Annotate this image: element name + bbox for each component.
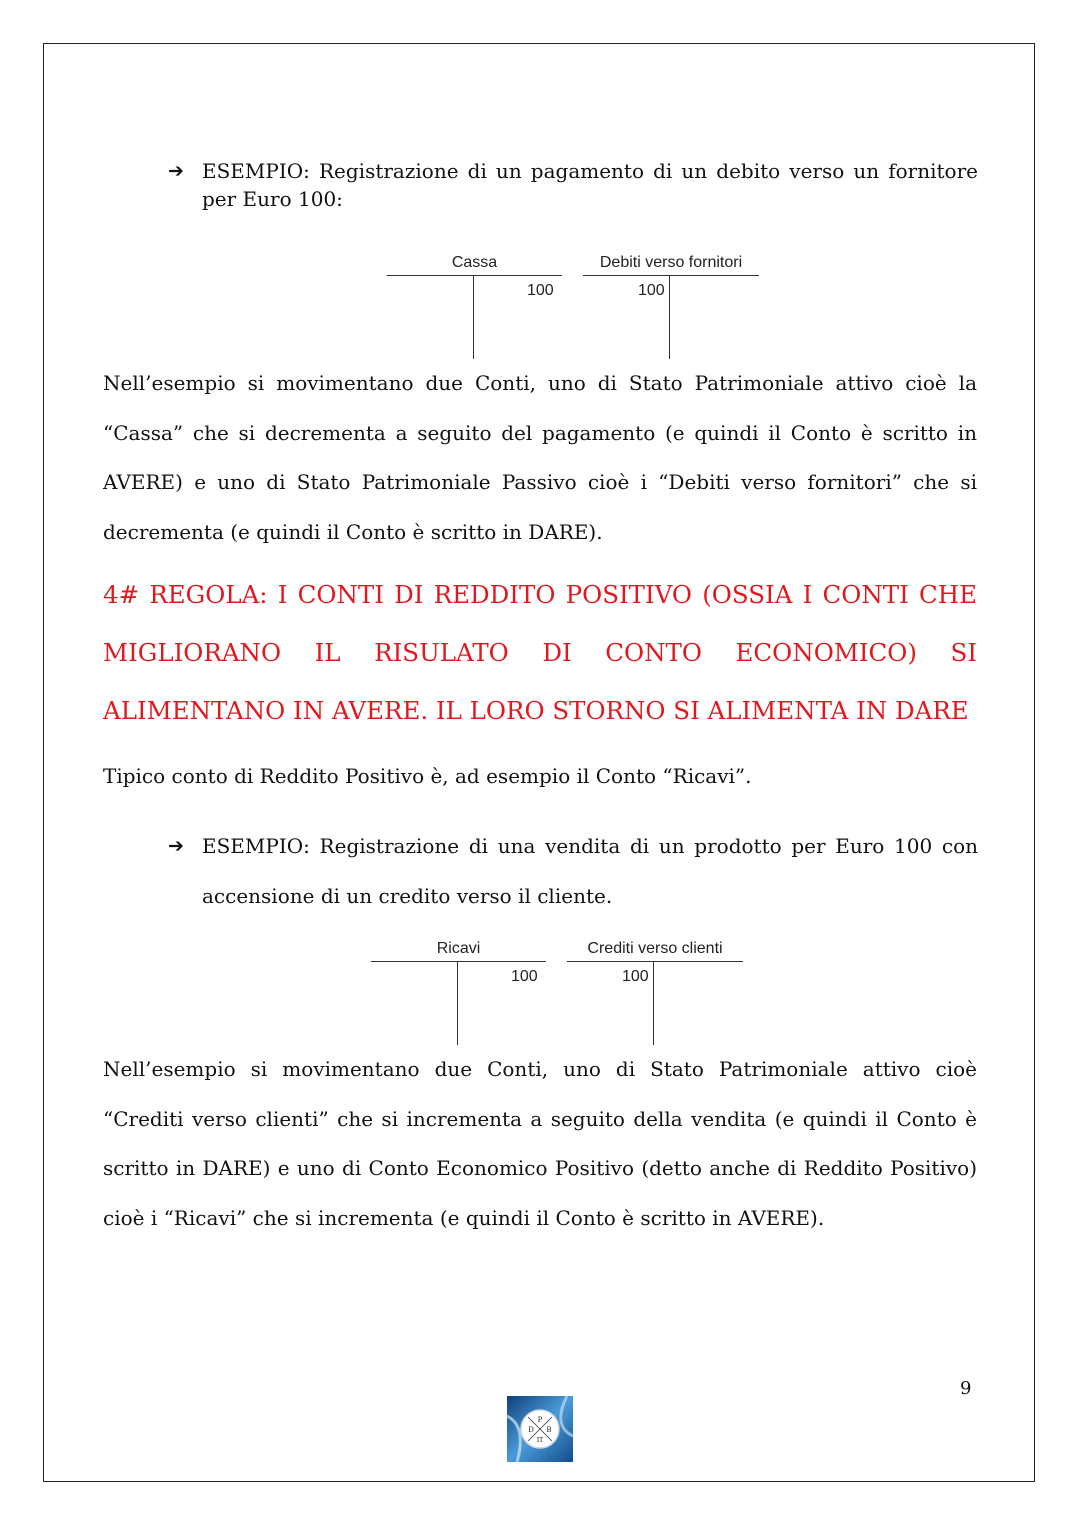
logo-letter: D bbox=[528, 1426, 534, 1434]
t-account-debiti-fornitori bbox=[583, 254, 759, 360]
account-divider-line bbox=[457, 961, 458, 1045]
account-title: Cassa bbox=[451, 254, 498, 271]
avere-value: 100 bbox=[511, 968, 538, 985]
dare-value: 100 bbox=[638, 282, 665, 299]
dpb-logo-icon bbox=[507, 1396, 573, 1462]
account-title: Ricavi bbox=[436, 940, 481, 957]
arrow-right-icon: ➔ bbox=[168, 160, 184, 182]
example-1 bbox=[168, 157, 978, 213]
logo-letter: B bbox=[546, 1426, 552, 1434]
t-account-ricavi bbox=[371, 940, 546, 1046]
paragraph-3: Nell’esempio si movimentano due Conti, uno di Stato Patrimoniale attivo cioè “Crediti verso clienti” che si incrementa a seguito della vendita (e quindi il Conto è scritto in DARE) e uno di Conto Economico Positivo (detto anche di Reddito Positivo) cioè i “Ricavi” che si incrementa (e quindi il Conto è scritto in AVERE). bbox=[103, 1057, 977, 1230]
account-top-line bbox=[387, 275, 562, 276]
rule-heading: 4# REGOLA: I CONTI DI REDDITO POSITIVO (OSSIA I CONTI CHE MIGLIORANO IL RISULATO DI CONTO ECONOMICO) SI ALIMENTANO IN AVERE. IL LORO STORNO SI ALIMENTA IN DARE bbox=[103, 580, 977, 725]
arrow-right-icon: ➔ bbox=[168, 835, 184, 857]
dare-value: 100 bbox=[622, 968, 649, 985]
logo-letter: IT bbox=[536, 1437, 544, 1444]
paragraph-2: Tipico conto di Reddito Positivo è, ad esempio il Conto “Ricavi”. bbox=[103, 764, 752, 788]
account-top-line bbox=[371, 961, 546, 962]
account-top-line bbox=[583, 275, 759, 276]
example-2-text: ESEMPIO: Registrazione di una vendita di un prodotto per Euro 100 con accensione di un credito verso il cliente. bbox=[202, 834, 978, 908]
logo-letter: P bbox=[537, 1416, 543, 1424]
example-2 bbox=[168, 822, 978, 921]
avere-value: 100 bbox=[527, 282, 554, 299]
example-1-text: ESEMPIO: Registrazione di un pagamento di un debito verso un fornitore per Euro 100: bbox=[202, 159, 978, 211]
account-divider-line bbox=[473, 275, 474, 359]
account-top-line bbox=[567, 961, 743, 962]
page-number: 9 bbox=[960, 1378, 972, 1399]
account-divider-line bbox=[653, 961, 654, 1045]
t-account-crediti-clienti bbox=[567, 940, 743, 1046]
account-title: Debiti verso fornitori bbox=[599, 254, 743, 271]
t-account-cassa bbox=[387, 254, 562, 360]
account-title: Crediti verso clienti bbox=[587, 940, 723, 957]
account-divider-line bbox=[669, 275, 670, 359]
paragraph-1: Nell’esempio si movimentano due Conti, uno di Stato Patrimoniale attivo cioè la “Cassa” che si decrementa a seguito del pagamento (e quindi il Conto è scritto in AVERE) e uno di Stato Patrimoniale Passivo cioè i “Debiti verso fornitori” che si decrementa (e quindi il Conto è scritto in DARE). bbox=[103, 371, 977, 544]
